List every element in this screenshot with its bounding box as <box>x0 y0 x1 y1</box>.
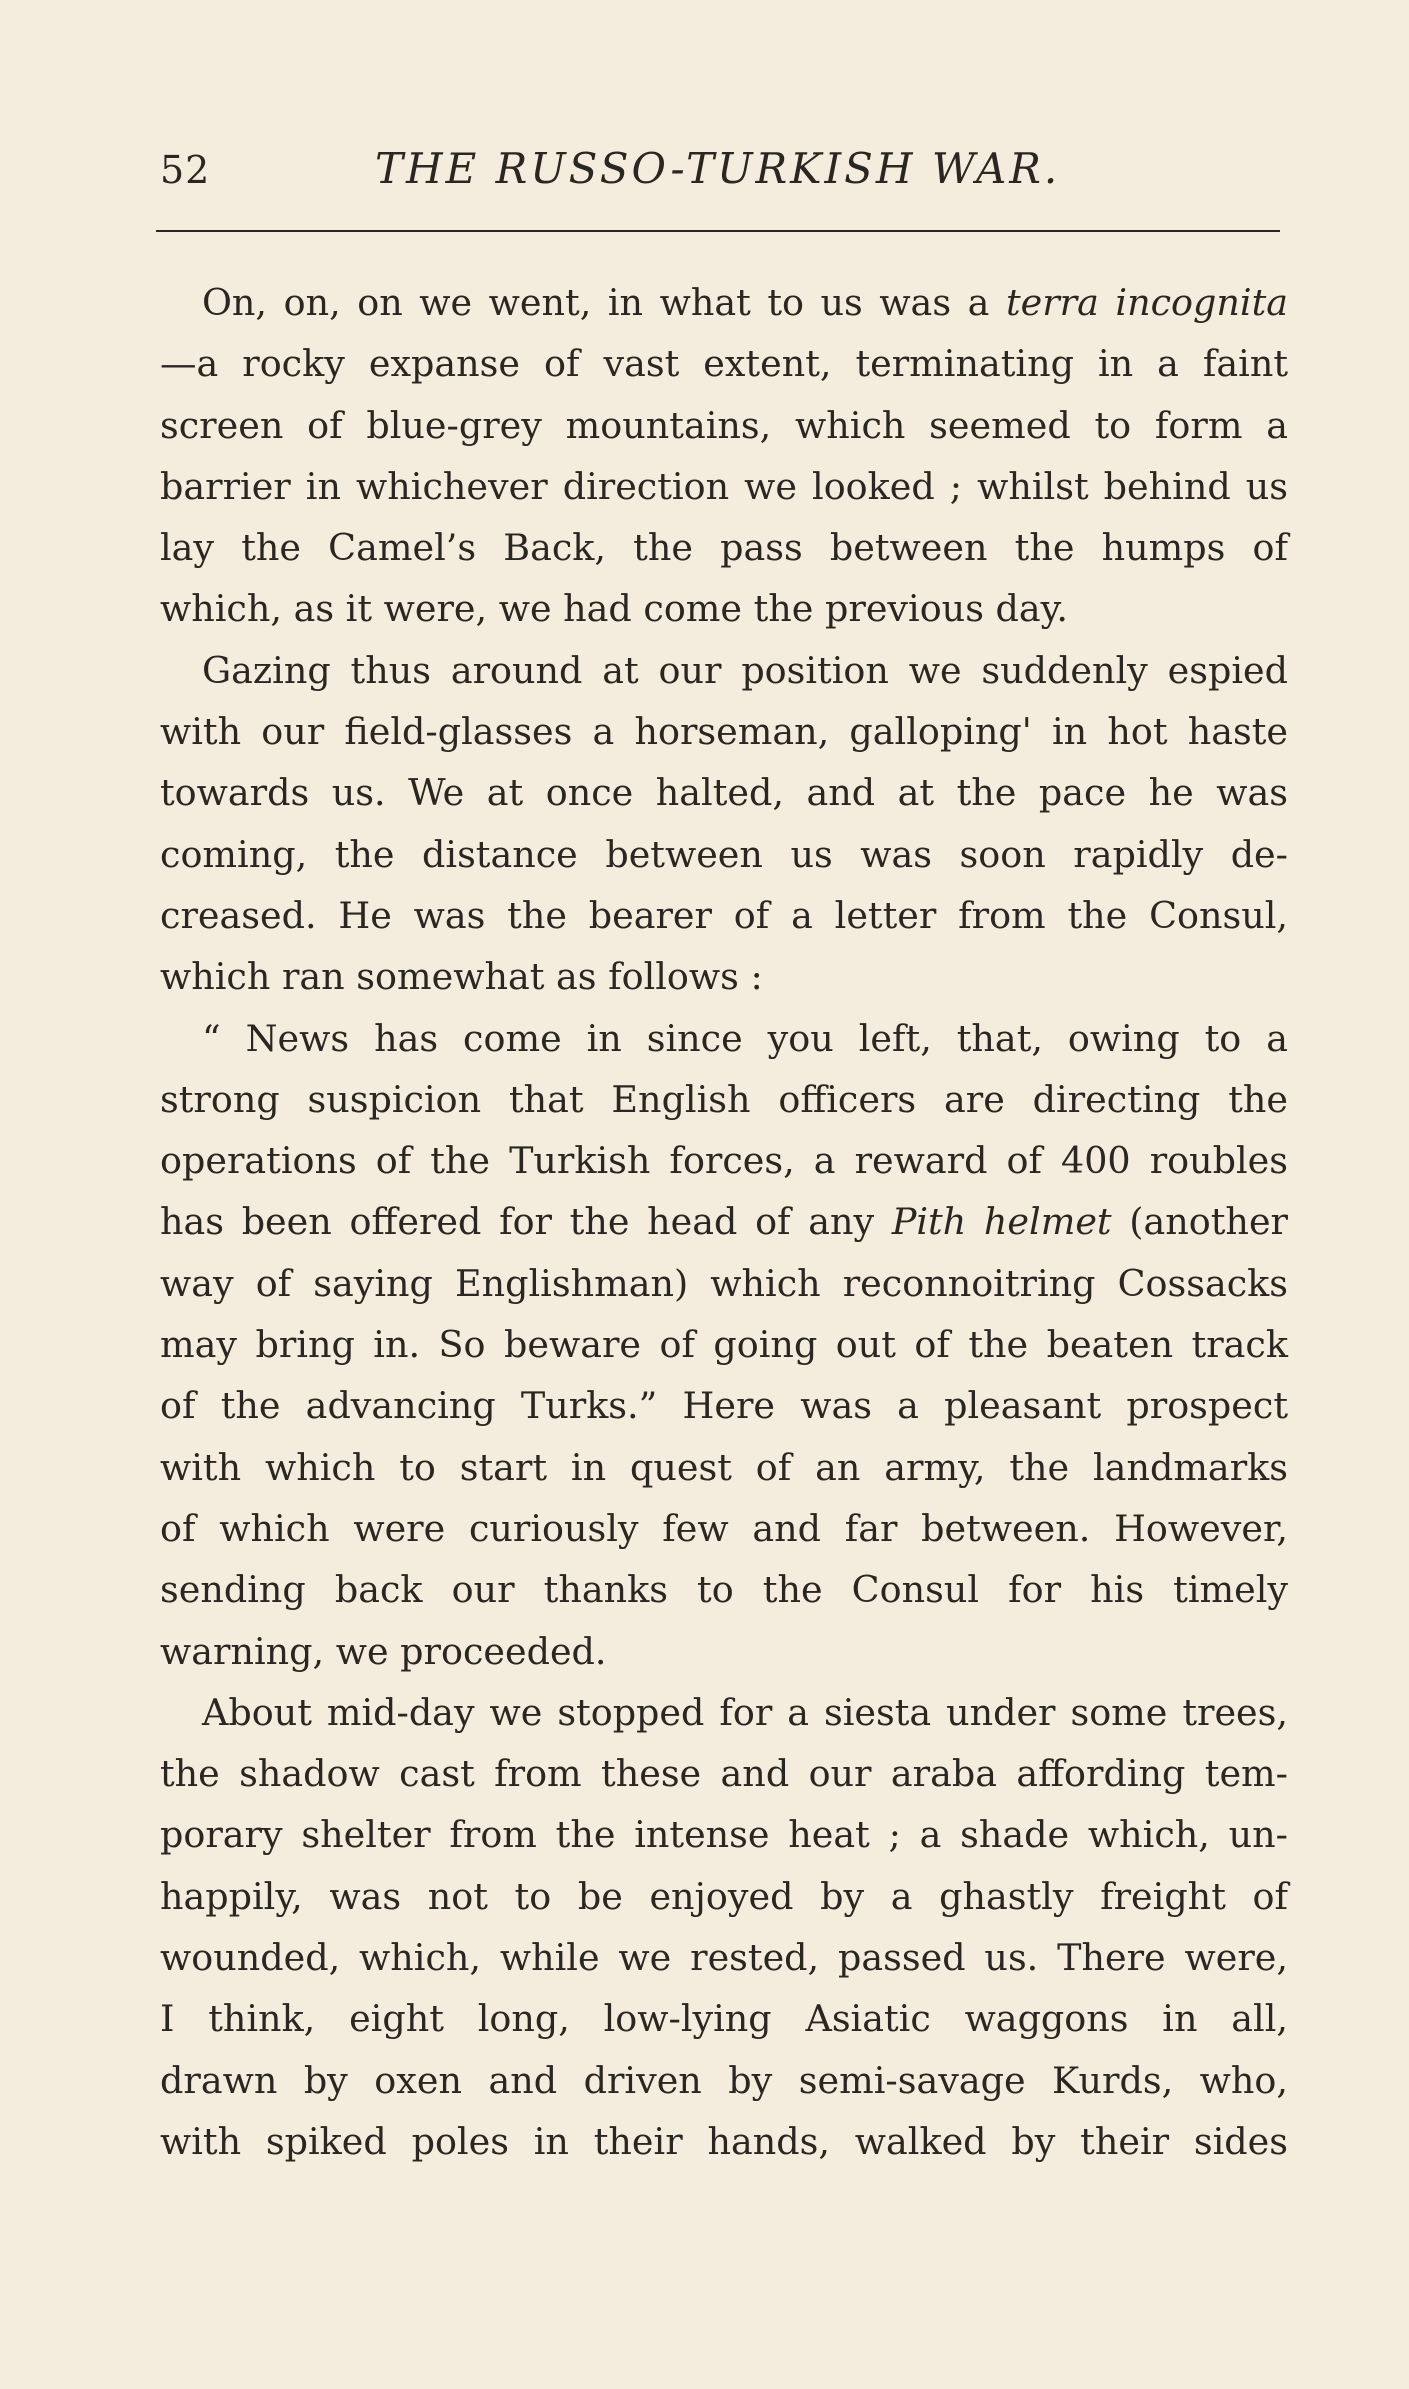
header-rule <box>156 230 1280 232</box>
text-line: of the advancing Turks.” Here was a pleasant prospect <box>160 1384 1288 1428</box>
body-text <box>160 272 1288 2172</box>
text-line: creased. He was the bearer of a letter from the Consul, <box>160 893 1288 937</box>
text-line: may bring in. So beware of going out of the beaten track <box>160 1323 1288 1367</box>
text-line: which, as it were, we had come the previous day. <box>160 587 1069 631</box>
text-line: drawn by oxen and driven by semi-savage Kurds, who, <box>160 2058 1288 2102</box>
text-line: strong suspicion that English officers are directing the <box>160 1077 1288 1121</box>
text-line: with which to start in quest of an army, the landmarks <box>160 1445 1288 1489</box>
text-line: On, on, on we went, in what to us was a terra incognita <box>202 281 1288 324</box>
page-header <box>160 144 1280 208</box>
text-line: About mid-day we stopped for a siesta under some trees, <box>202 1690 1288 1734</box>
text-line: barrier in whichever direction we looked ; whilst behind us <box>160 464 1288 508</box>
text-line: warning, we proceeded. <box>160 1629 607 1673</box>
text-line: with spiked poles in their hands, walked by their sides <box>160 2119 1288 2163</box>
text-line: of which were curiously few and far between. However, <box>160 1506 1288 1550</box>
text-line: happily, was not to be enjoyed by a ghastly freight of <box>160 1874 1288 1918</box>
text-line: Gazing thus around at our position we suddenly espied <box>202 648 1288 692</box>
text-line: with our field-glasses a horseman, galloping' in hot haste <box>160 710 1288 754</box>
text-line: lay the Camel’s Back, the pass between the humps of <box>160 526 1288 570</box>
text-line: sending back our thanks to the Consul for his timely <box>160 1568 1288 1612</box>
text-line: “ News has come in since you left, that, owing to a <box>202 1016 1288 1060</box>
text-line: has been offered for the head of any Pith helmet (another <box>160 1200 1288 1244</box>
italic-phrase: terra incognita <box>1005 281 1288 324</box>
text-line: way of saying Englishman) which reconnoitring Cossacks <box>160 1261 1288 1305</box>
italic-phrase: Pith helmet <box>891 1200 1112 1244</box>
text-line: screen of blue-grey mountains, which seemed to form a <box>160 403 1288 447</box>
text-line: the shadow cast from these and our araba affording tem- <box>160 1752 1288 1796</box>
page-number: 52 <box>160 148 211 192</box>
text-line: wounded, which, while we rested, passed us. There were, <box>160 1936 1288 1980</box>
text-line: towards us. We at once halted, and at the pace he was <box>160 771 1288 815</box>
running-head: THE RUSSO-TURKISH WAR. <box>375 144 1061 193</box>
text-line: coming, the distance between us was soon rapidly de- <box>160 832 1288 876</box>
text-line: porary shelter from the intense heat ; a shade which, un- <box>160 1813 1288 1857</box>
text-line: which ran somewhat as follows : <box>160 955 763 999</box>
text-line: —a rocky expanse of vast extent, terminating in a faint <box>160 342 1288 386</box>
text-line: operations of the Turkish forces, a reward of 400 roubles <box>160 1139 1288 1183</box>
text-line: I think, eight long, low-lying Asiatic waggons in all, <box>160 1997 1288 2041</box>
